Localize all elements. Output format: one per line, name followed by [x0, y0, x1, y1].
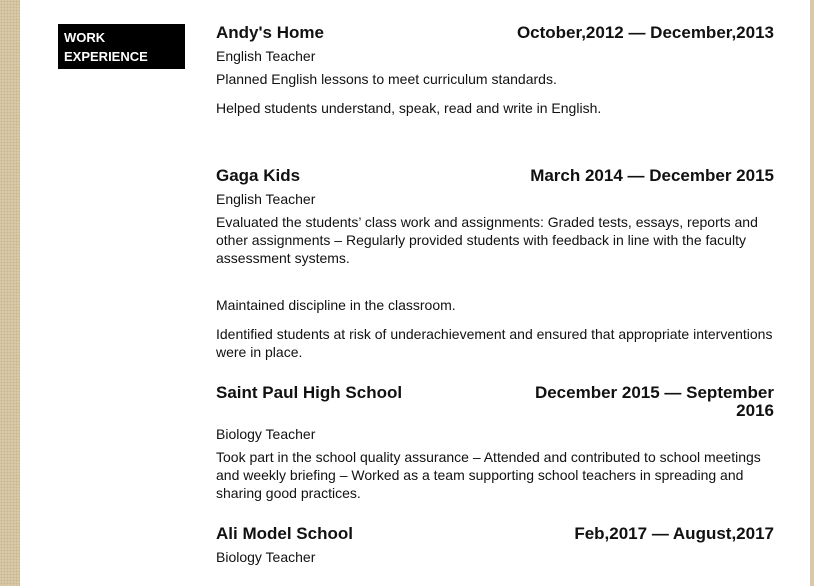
job-dates: December 2015 — September 2016	[534, 383, 774, 420]
job-description: Planned English lessons to meet curriculum standards.	[216, 71, 557, 87]
job-description: Maintained discipline in the classroom.	[216, 297, 456, 313]
job-role: Biology Teacher	[216, 549, 316, 565]
job-description: Helped students understand, speak, read and write in English.	[216, 100, 602, 116]
job-description: Took part in the school quality assurance – Attended and contributed to school meetings and weekly briefing – Worked as a team supporting school teachers in spreading and sharing good practices.	[216, 449, 761, 501]
job-role: Biology Teacher	[216, 426, 316, 442]
job-description: Identified students at risk of underachievement and ensured that appropriate interventions were in place.	[216, 326, 773, 360]
section-label-work-experience: WORK EXPERIENCE	[58, 24, 185, 69]
right-border	[810, 0, 814, 586]
company-name: Ali Model School	[216, 524, 353, 543]
job-role: English Teacher	[216, 191, 316, 207]
company-name: Gaga Kids	[216, 166, 301, 185]
job-dates: October,2012 — December,2013	[516, 23, 774, 42]
job-entry	[216, 384, 774, 502]
job-role: English Teacher	[216, 48, 316, 64]
company-name: Saint Paul High School	[216, 383, 403, 402]
job-dates: March 2014 — December 2015	[530, 166, 774, 185]
job-entry	[216, 525, 774, 566]
job-description: Evaluated the students’ class work and assignments: Graded tests, essays, reports and other assignments – Regularly provided students with feedback in line with the faculty assessment systems.	[216, 214, 758, 266]
company-name: Andy's Home	[216, 23, 324, 42]
job-entry	[216, 167, 774, 361]
job-entry	[216, 24, 774, 117]
job-dates: Feb,2017 — August,2017	[574, 524, 774, 543]
left-border	[0, 0, 20, 586]
